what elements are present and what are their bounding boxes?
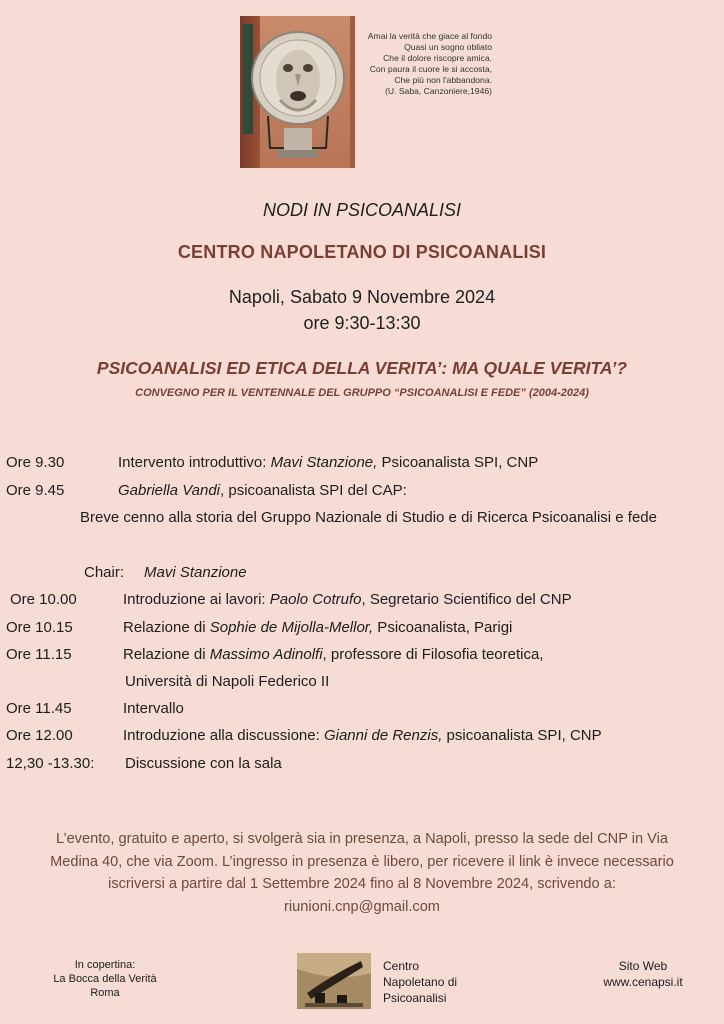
chair-label: Chair: bbox=[84, 564, 125, 581]
website-label: Sito Web bbox=[618, 959, 668, 973]
speaker-name: Mavi Stanzione, bbox=[270, 454, 378, 471]
notice-line: L’evento, gratuito e aperto, si svolgerà sia in presenza, a Napoli, presso la sede del CNP in Via bbox=[56, 831, 668, 847]
website-link[interactable]: www.cenapsi.it bbox=[603, 975, 683, 989]
program-time: Ore 9.30 bbox=[6, 454, 65, 471]
program-description: Relazione di Massimo Adinolfi, professore di Filosofia teoretica, bbox=[123, 646, 544, 663]
logo-caption bbox=[383, 958, 457, 1006]
cover-caption bbox=[40, 958, 170, 1000]
notice-line: iscriversi a partire dal 1 Settembre 2024 fino al 8 Novembre 2024, scrivendo a: bbox=[108, 876, 616, 892]
speaker-name: Paolo Cotrufo bbox=[269, 591, 362, 608]
cnp-logo bbox=[297, 953, 371, 1009]
logo-caption-line: Centro bbox=[383, 959, 420, 973]
program-time: Ore 9.45 bbox=[6, 482, 65, 499]
speaker-name: Sophie de Mijolla-Mellor, bbox=[209, 619, 374, 636]
cover-image bbox=[240, 16, 355, 168]
program-time: Ore 11.45 bbox=[6, 700, 72, 717]
poem-line: Amai la verità che giace al fondo bbox=[367, 31, 492, 41]
program-description: Intervento introduttivo: Mavi Stanzione, Psicoanalista SPI, CNP bbox=[118, 454, 539, 471]
program-description: Relazione di Sophie de Mijolla-Mellor, Psicoanalista, Parigi bbox=[123, 619, 513, 636]
speaker-name: Massimo Adinolfi bbox=[209, 646, 323, 663]
program-time: Ore 10.00 bbox=[10, 591, 77, 608]
speaker-name: Mavi Stanzione bbox=[144, 564, 247, 581]
logo-caption-line: Psicoanalisi bbox=[383, 991, 447, 1005]
notice-line: Medina 40, che via Zoom. L’ingresso in presenza è libero, per ricevere il link è invece necessario bbox=[50, 853, 674, 870]
website-block bbox=[588, 958, 698, 990]
conference-subtitle: CONVEGNO PER IL VENTENNALE DEL GRUPPO “PSICOANALISI E FEDE” (2004-2024) bbox=[135, 387, 589, 399]
speaker-name: Gabriella Vandi bbox=[118, 482, 221, 499]
logo-caption-line: Napoletano di bbox=[383, 975, 458, 989]
program-description: Breve cenno alla storia del Gruppo Nazionale di Studio e di Ricerca Psicoanalisi e fede bbox=[80, 509, 657, 526]
event-date: Napoli, Sabato 9 Novembre 2024 bbox=[228, 287, 496, 307]
program-description bbox=[144, 564, 247, 581]
event-notice bbox=[0, 828, 724, 918]
conference-title: PSICOANALISI ED ETICA DELLA VERITA’: MA QUALE VERITA’? bbox=[96, 358, 628, 378]
program-time: Ore 12.00 bbox=[6, 727, 73, 744]
caption-line: Roma bbox=[90, 987, 120, 999]
program-description: Intervallo bbox=[123, 700, 184, 717]
mouth-of-truth-icon bbox=[240, 16, 355, 168]
poem-line: Che più non l'abbandona. bbox=[394, 75, 492, 85]
contact-email[interactable]: riunioni.cnp@gmail.com bbox=[284, 898, 440, 915]
speaker-name: Gianni de Renzis, bbox=[323, 727, 443, 744]
poem-line: Con paura il cuore le si accosta, bbox=[369, 64, 492, 74]
poem-quote bbox=[362, 31, 492, 97]
program-description: Università di Napoli Federico II bbox=[125, 673, 330, 690]
program-description: Gabriella Vandi, psicoanalista SPI del CAP: bbox=[118, 482, 407, 499]
event-hours: ore 9:30-13:30 bbox=[303, 313, 421, 333]
caption-line: In copertina: bbox=[74, 959, 136, 971]
organization-name: CENTRO NAPOLETANO DI PSICOANALISI bbox=[177, 242, 547, 262]
poem-line: Quasi un sogno obliato bbox=[404, 42, 492, 52]
caption-line: La Bocca della Verità bbox=[53, 973, 157, 985]
poem-line: Che il dolore riscopre amica. bbox=[383, 53, 492, 63]
program-description: Introduzione alla discussione: Gianni de Renzis, psicoanalista SPI, CNP bbox=[123, 727, 602, 744]
series-title: NODI IN PSICOANALISI bbox=[262, 200, 462, 220]
program-time: Ore 11.15 bbox=[6, 646, 72, 663]
logo-icon bbox=[297, 953, 371, 1009]
program-description: Introduzione ai lavori: Paolo Cotrufo, Segretario Scientifico del CNP bbox=[123, 591, 572, 608]
program-description: Discussione con la sala bbox=[125, 755, 282, 772]
program-time: 12,30 -13.30: bbox=[6, 755, 95, 772]
program-time: Ore 10.15 bbox=[6, 619, 73, 636]
poem-attribution: (U. Saba, Canzoniere,1946) bbox=[384, 86, 492, 96]
